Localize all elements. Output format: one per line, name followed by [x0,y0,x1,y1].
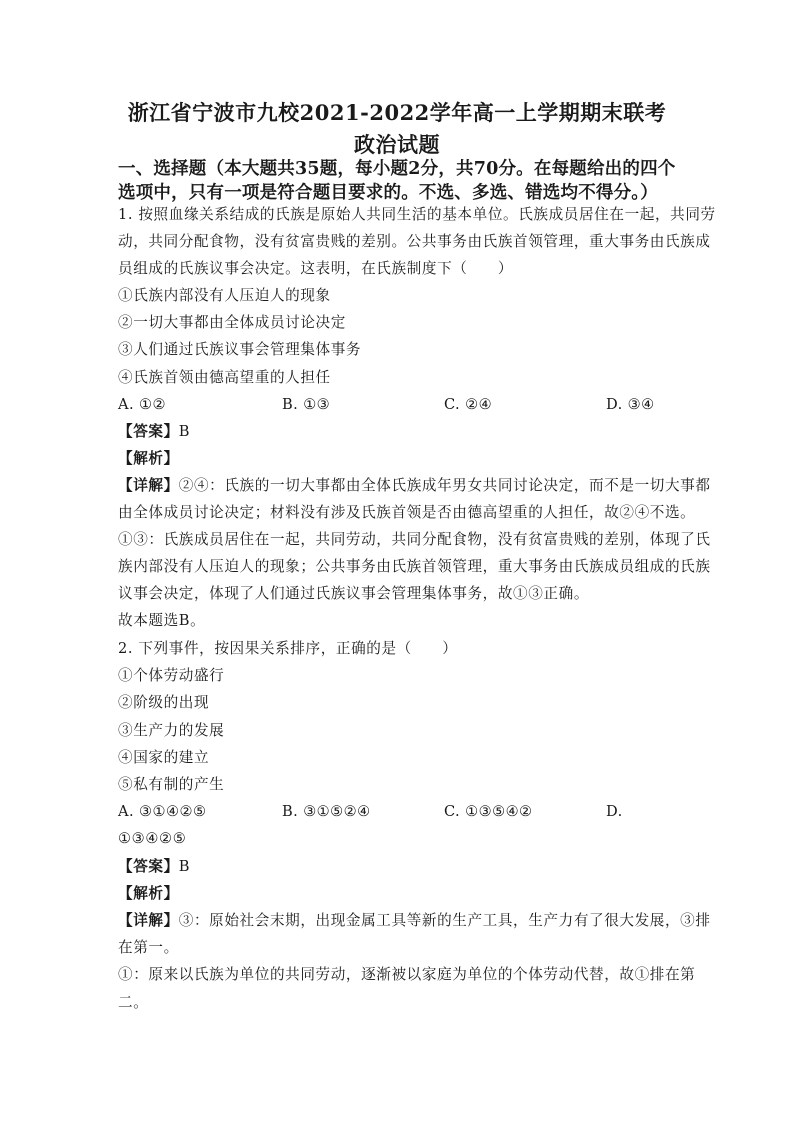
q2-option-c: C. ①③⑤④② [444,803,533,820]
q1-stem-line: 动，共同分配食物，没有贫富贵贱的差别。公共事务由氏族首领管理，重大事务由氏族成 [118,233,711,250]
q2-option-d-text: ①③④②⑤ [118,830,187,847]
q1-option-b: B. ①③ [282,396,331,413]
detail-text: ②④：氏族的一切大事都由全体氏族成年男女共同讨论决定，而不是一切大事都 [178,477,711,494]
q2-option-b: B. ③①⑤②④ [282,803,371,820]
q1-detail-line: 族内部没有人压迫人的现象；公共事务由氏族首领管理，重大事务由氏族成员组成的氏族 [118,558,711,575]
answer-value: B [178,858,191,875]
q1-analysis-label: 【解析】 [118,450,179,467]
q2-option-a: A. ③①④②⑤ [118,803,207,820]
q2-detail-line: 在第一。 [118,939,179,956]
q1-statement: ④氏族首领由德高望重的人担任 [118,369,331,386]
q2-analysis-label: 【解析】 [118,885,179,902]
q1-detail-line: 由全体成员讨论决定；材料没有涉及氏族首领是否由德高望重的人担任，故②④不选。 [118,504,696,521]
q2-statement: ②阶级的出现 [118,694,210,711]
detail-text: ③：原始社会末期，出现金属工具等新的生产工具，生产力有了很大发展，③排 [178,912,711,929]
q2-detail-line: 二。 [118,994,149,1011]
exam-title: 浙江省宁波市九校2021-2022学年高一上学期期末联考 [127,100,667,125]
q1-option-c: C. ②④ [444,396,493,413]
q1-statement: ③人们通过氏族议事会管理集体事务 [118,341,362,358]
q1-stem-line: 1. 按照血缘关系结成的氏族是原始人共同生活的基本单位。氏族成员居住在一起，共同劳 [118,206,716,223]
detail-label: 【详解】 [118,477,179,494]
answer-label: 【答案】 [118,858,179,875]
answer-value: B [178,423,191,440]
q1-detail-line: 议事会决定，体现了人们通过氏族议事会管理集体事务，故①③正确。 [118,585,590,602]
q2-statement: ①个体劳动盛行 [118,667,225,684]
answer-label: 【答案】 [118,423,179,440]
q1-option-a: A. ①② [118,396,166,413]
exam-subtitle: 政治试题 [354,132,440,157]
q2-stem: 2. 下列事件，按因果关系排序，正确的是（ ） [118,640,458,657]
q1-stem-line: 员组成的氏族议事会决定。这表明，在氏族制度下（ ） [118,260,514,277]
q1-conclusion: 故本题选B。 [118,612,206,629]
q1-option-d: D. ③④ [606,396,655,413]
q2-option-d: D. [606,803,623,820]
q2-detail-line [118,911,711,931]
q2-answer [118,857,190,877]
q1-detail-line: ①③：氏族成员居住在一起，共同劳动，共同分配食物，没有贫富贵贱的差别，体现了氏 [118,531,711,548]
q2-statement: ⑤私有制的产生 [118,776,225,793]
detail-label: 【详解】 [118,912,179,929]
q1-answer [118,422,190,442]
section-heading: 一、选择题（本大题共35题，每小题2分，共70分。在每题给出的四个选项中，只有一项是符合题目要求的。不选、多选、错选均不得分。） [118,159,676,203]
q2-statement: ③生产力的发展 [118,722,225,739]
q1-statement: ①氏族内部没有人压迫人的现象 [118,287,331,304]
q1-detail-line [118,476,711,496]
q1-statement: ②一切大事都由全体成员讨论决定 [118,314,346,331]
q2-statement: ④国家的建立 [118,749,210,766]
q2-detail-line: ①：原来以氏族为单位的共同劳动，逐渐被以家庭为单位的个体劳动代替，故①排在第 [118,966,696,983]
